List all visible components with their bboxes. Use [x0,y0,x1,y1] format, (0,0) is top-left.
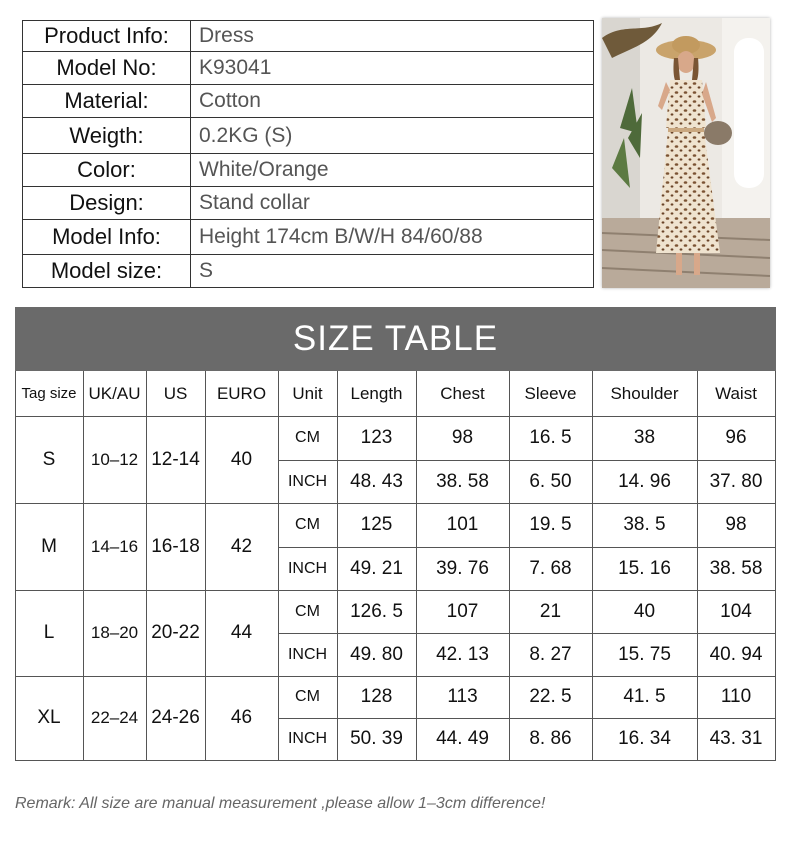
chest-cell: 98 [451,427,474,448]
waist-cell: 98 [725,514,747,535]
grid-line [15,760,776,761]
info-value: Cotton [199,89,261,112]
shoulder-cell: 15. 16 [618,557,671,579]
chest-cell: 42. 13 [436,643,489,665]
length-cell: 48. 43 [350,470,403,492]
info-label: Weigth: [23,118,191,153]
remark-note: Remark: All size are manual measurement ,please allow 1–3cm difference! [15,795,546,812]
info-row-material [23,84,593,117]
info-label: Color: [23,154,191,186]
info-label: Product Info: [23,21,191,51]
waist-cell: 40. 94 [709,643,763,665]
length-cell: 50. 39 [350,728,403,749]
euro-cell: 42 [230,535,253,557]
sleeve-cell: 22. 5 [529,686,572,707]
info-row-model-size [23,254,593,287]
us-cell: 24-26 [151,707,200,728]
header-euro: EURO [216,383,267,403]
unit-inch-cell: INCH [287,730,328,747]
info-row-product [23,21,593,51]
shoulder-cell: 14. 96 [618,470,671,492]
sleeve-cell: 8. 86 [529,728,572,749]
size-table [15,371,776,761]
uk-au-cell: 14–16 [90,536,139,556]
unit-cm-cell: CM [295,602,320,620]
us-cell: 12-14 [151,448,200,470]
header-tag-size: Tag size [21,385,77,402]
tag-size-cell: S [42,448,56,470]
unit-inch-cell: INCH [287,645,328,663]
info-value: Height 174cm B/W/H 84/60/88 [199,225,483,248]
waist-cell: 37. 80 [709,470,763,492]
waist-cell: 38. 58 [709,557,763,579]
info-value: K93041 [199,56,272,79]
waist-cell: 96 [725,427,747,448]
shoulder-cell: 15. 75 [618,643,671,665]
shoulder-cell: 38. 5 [623,514,666,535]
chest-cell: 39. 76 [436,557,489,579]
info-row-color [23,153,593,186]
info-value: S [199,259,214,282]
info-value: White/Orange [199,158,329,181]
header-shoulder: Shoulder [610,383,679,403]
shoulder-cell: 16. 34 [618,728,671,749]
uk-au-cell: 10–12 [90,449,139,469]
header-unit: Unit [292,383,323,403]
sleeve-cell: 19. 5 [529,514,572,535]
length-cell: 49. 80 [350,643,403,665]
tag-size-cell: L [43,622,55,643]
sleeve-cell: 7. 68 [529,557,572,579]
euro-cell: 46 [230,707,253,728]
euro-cell: 40 [230,448,253,470]
shoulder-cell: 40 [633,600,656,622]
tag-size-cell: XL [37,707,61,728]
sleeve-cell: 6. 50 [529,470,572,492]
tag-size-cell: M [41,535,57,557]
info-label: Model No: [23,52,191,84]
length-cell: 49. 21 [350,557,403,579]
header-uk-au: UK/AU [88,383,141,403]
unit-cm-cell: CM [295,688,320,705]
size-table-title: SIZE TABLE [15,307,776,371]
length-cell: 128 [360,686,393,707]
info-label: Model Info: [23,220,191,254]
chest-cell: 113 [447,686,478,707]
chest-cell: 107 [446,600,479,622]
info-row-design [23,186,593,219]
unit-cm-cell: CM [295,516,320,533]
unit-inch-cell: INCH [287,472,328,490]
info-row-weight [23,117,593,153]
length-cell: 125 [360,514,393,535]
sleeve-cell: 21 [539,600,562,622]
info-value: Dress [199,24,254,47]
shoulder-cell: 41. 5 [623,686,666,707]
grid-line [775,371,776,761]
chest-cell: 101 [446,514,479,535]
uk-au-cell: 18–20 [90,623,139,642]
sleeve-cell: 8. 27 [529,643,572,665]
chest-cell: 38. 58 [436,470,489,492]
model-photo-illustration [602,18,770,288]
waist-cell: 110 [720,686,752,707]
header-length: Length [350,383,403,403]
waist-cell: 104 [720,600,752,622]
length-cell: 126. 5 [350,600,403,622]
sleeve-cell: 16. 5 [529,427,572,448]
info-value: Stand collar [199,191,310,214]
info-label: Model size: [23,255,191,287]
header-waist: Waist [715,383,757,403]
unit-inch-cell: INCH [287,559,328,577]
euro-cell: 44 [230,622,253,643]
info-row-model-no [23,51,593,84]
info-label: Design: [23,187,191,219]
us-cell: 20-22 [151,622,200,643]
chest-cell: 44. 49 [436,728,489,749]
unit-cm-cell: CM [295,429,320,446]
info-label: Material: [23,85,191,117]
model-photo [602,18,770,288]
header-sleeve: Sleeve [524,383,577,403]
uk-au-cell: 22–24 [90,708,139,727]
info-value: 0.2KG (S) [199,123,293,147]
info-row-model-info [23,219,593,254]
product-info-table [22,20,594,288]
us-cell: 16-18 [151,535,200,557]
waist-cell: 43. 31 [709,728,763,749]
length-cell: 123 [360,427,393,448]
header-chest: Chest [440,383,485,403]
shoulder-cell: 38 [633,427,656,448]
header-us: US [163,383,188,403]
